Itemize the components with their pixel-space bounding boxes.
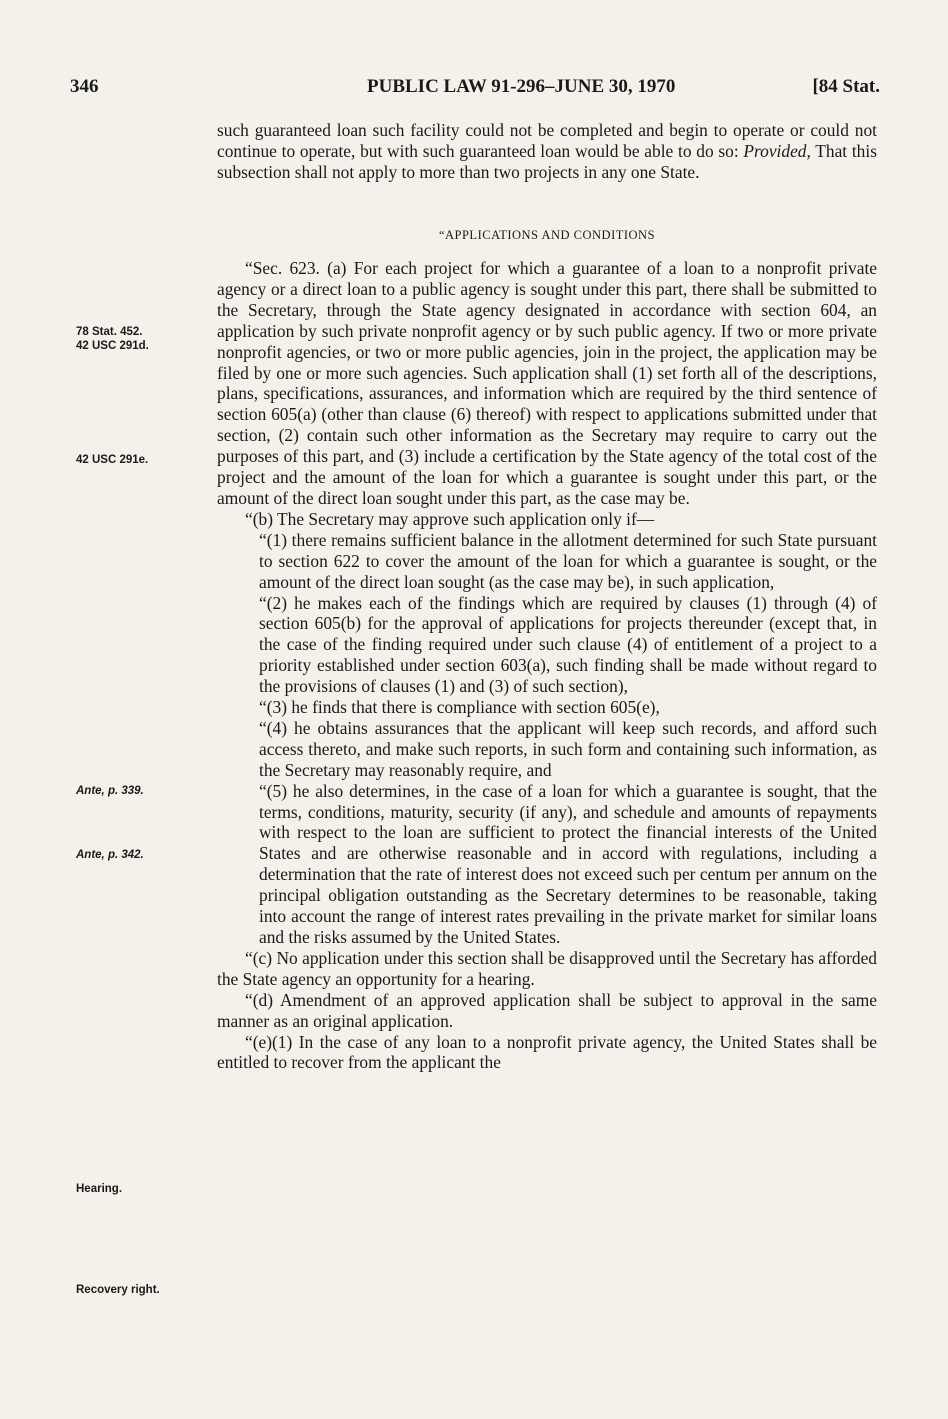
margin-note-78-stat: [76, 325, 201, 353]
margin-note-hearing: [76, 1182, 201, 1196]
margin-note-text: Ante, p. 342.: [76, 849, 144, 861]
subsection-b: “(b) The Secretary may approve such application only if—: [245, 508, 655, 529]
margin-note-42-usc-291e: [76, 453, 201, 467]
margin-note-ante-342: [76, 848, 201, 862]
clause-5: [217, 781, 877, 948]
subsection-c: “(c) No application under this section shall be disapproved until the Secretary has afforded the State agency an opportunity for a hearing.: [217, 947, 877, 989]
margin-note-recovery-right: [76, 1283, 201, 1297]
clause-2: [217, 593, 877, 698]
clause-text: “(1) there remains sufficient balance in the allotment determined for such State pursuant to section 622 to cover the amount of the loan for which a guarantee is sought, or the amount of the direct loan sought (as the case may be), in such application,: [259, 529, 877, 592]
margin-note-text: Hearing.: [76, 1183, 123, 1195]
clause-text: “(5) he also determines, in the case of a loan for which a guarantee is sought, that the terms, conditions, maturity, security (if any), and schedule and amounts of repayments with respect to the loan are sufficient to protect the financial interests of the United States and are otherwise reasonable and in accord with regulations, including a determination that the rate of interest does not exceed such per centum per annum on the principal obligation outstanding as the Secretary determines to be reasonable, taking into account the range of interest rates prevailing in the private market for similar loans and the risks assumed by the United States.: [259, 780, 877, 947]
section-heading: “APPLICATIONS AND CONDITIONS: [438, 228, 656, 242]
paragraph-text: such guaranteed loan such facility could not be completed and begin to operate or could not continue to operate, but with such guaranteed loan would be able to do so:: [217, 120, 877, 161]
clause-4: [217, 718, 877, 781]
section-623-body: [217, 258, 877, 1073]
subsection-e: “(e)(1) In the case of any loan to a nonprofit private agency, the United States shall be entitled to recover from the applicant the: [217, 1031, 877, 1073]
paragraph-text: That this subsection shall not apply to more than two projects in any one State.: [217, 140, 877, 182]
margin-note-text: Recovery right.: [76, 1284, 160, 1296]
subsection-d: “(d) Amendment of an approved application shall be subject to approval in the same manner as an original application.: [217, 989, 877, 1031]
margin-note-text: 78 Stat. 452. 42 USC 291d.: [76, 326, 149, 352]
running-header: [70, 76, 880, 104]
page-number: 346: [70, 76, 99, 97]
subsection-a: “Sec. 623. (a) For each project for which a guarantee of a loan to a nonprofit private agency or a direct loan to a public agency is sought under this part, there shall be submitted to the Secretary, through the State agency designated in accordance with section 604, an application by such private nonprofit agency or by such public agency. If two or more private nonprofit agencies, or two or more public agencies, join in the project, the application may be filed by one or more such agencies. Such application shall (1) set forth all of the descriptions, plans, specifications, assurances, and information which are required by the third sentence of section 605(a) (other than clause (6) thereof) with respect to applications submitted under that section, (2) contain such other information as the Secretary may require to carry out the purposes of this part, and (3) include a certification by the State agency of the total cost of the project and the amount of the loan for which a guarantee is sought under this part, or the amount of the direct loan sought under this part, as the case may be.: [217, 258, 877, 508]
margin-note-text: 42 USC 291e.: [76, 454, 149, 466]
margin-note-ante-339: [76, 784, 201, 798]
clause-text: “(3) he finds that there is compliance with section 605(e),: [259, 697, 660, 718]
clause-1: [217, 530, 877, 593]
volume-reference: [84 Stat.: [812, 76, 880, 97]
margin-note-text: Ante, p. 339.: [76, 785, 144, 797]
continued-paragraph: [217, 120, 877, 183]
clause-3: [217, 697, 877, 718]
clause-text: “(2) he makes each of the findings which are required by clauses (1) through (4) of section 605(b) for the approval of applications for projects thereunder (except that, in the case of the finding required under such clause (4) of entitlement of a project to a priority established under section 603(a), such finding shall be made without regard to the provisions of clauses (1) and (3) of such section),: [259, 592, 877, 697]
page-title: PUBLIC LAW 91-296–JUNE 30, 1970: [367, 76, 676, 97]
proviso-word: Provided,: [743, 140, 811, 161]
clause-text: “(4) he obtains assurances that the applicant will keep such records, and afford such access thereto, and make such reports, in such form and containing such information, as the Secretary may reasonably require, and: [259, 717, 877, 780]
